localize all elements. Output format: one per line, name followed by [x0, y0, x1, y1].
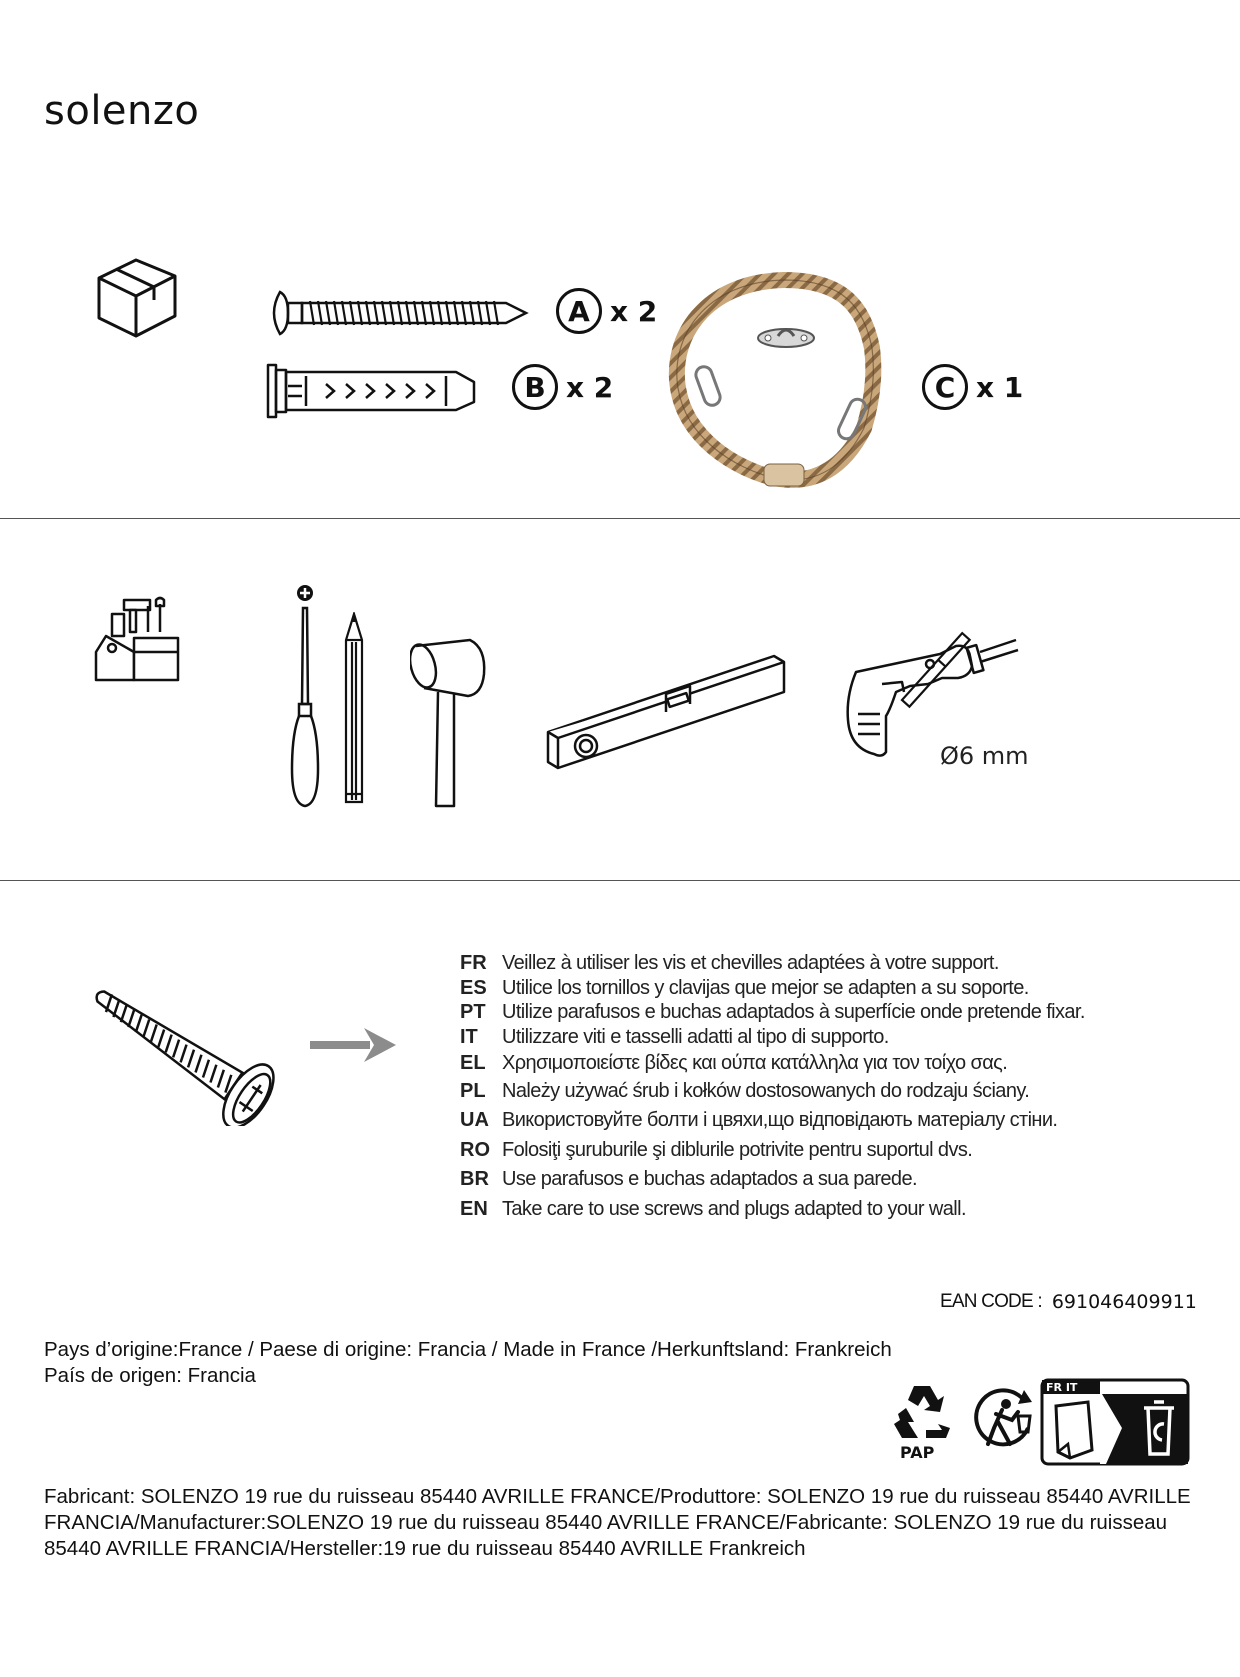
triman-countries: FR IT: [1046, 1381, 1078, 1394]
plug-rib: [346, 384, 354, 398]
thread-line: [342, 301, 346, 325]
lang-code: EN: [460, 1197, 488, 1220]
lang-text: Należy używać śrub i kołków dostosowanych do rodzaju ściany.: [502, 1079, 1030, 1102]
thread-line: [414, 301, 418, 325]
box-icon: [96, 256, 178, 338]
lang-text: Use parafusos e buchas adaptados a sua parede.: [502, 1167, 917, 1190]
plug-rib: [426, 384, 434, 398]
screw-a-illustration: [266, 290, 530, 336]
thread-line: [334, 301, 338, 325]
thread-line: [350, 301, 354, 325]
thread-line: [422, 301, 426, 325]
plug-rib: [386, 384, 394, 398]
lang-code: ES: [460, 976, 487, 999]
origin-line-1: Pays d’origine:France / Paese di origine: Francia / Made in France /Herkunftsland: Frankreich: [44, 1338, 892, 1361]
part-c-badge: [922, 364, 1023, 410]
thread-line: [184, 1050, 198, 1068]
lang-text: Utilizzare viti e tasselli adatti al tipo di supporto.: [502, 1025, 889, 1048]
screwdriver-icon: [286, 584, 326, 810]
plug-rib: [366, 384, 374, 398]
lang-code: UA: [460, 1108, 489, 1131]
origin-line-2: País de origen: Francia: [44, 1364, 256, 1387]
thread-line: [430, 301, 434, 325]
tidyman-icon: [972, 1388, 1034, 1450]
thread-line: [406, 301, 410, 325]
lang-code: IT: [460, 1025, 478, 1048]
spirit-level-icon: [544, 650, 788, 776]
thread-line: [398, 301, 402, 325]
thread-line: [438, 301, 442, 325]
toolbox-icon: [94, 596, 180, 682]
thread-line: [318, 301, 322, 325]
ean-label: EAN CODE :: [940, 1291, 1042, 1312]
part-a-letter: A: [556, 288, 602, 334]
thread-line: [221, 1075, 235, 1093]
part-c-letter: C: [922, 364, 968, 410]
part-b-quantity: x 2: [566, 370, 614, 404]
part-a-quantity: x 2: [610, 294, 658, 328]
part-b-letter: B: [512, 364, 558, 410]
lang-text: Utilize parafusos e buchas adaptados à superfície onde pretende fixar.: [502, 1000, 1085, 1023]
lang-text: Veillez à utiliser les vis et chevilles adaptées à votre support.: [502, 951, 999, 974]
thread-line: [154, 1030, 168, 1048]
ean-number: 691046409911: [1051, 1291, 1197, 1313]
instruction-el: [460, 1050, 1007, 1076]
thread-line: [470, 301, 474, 325]
thread-line: [206, 1065, 220, 1083]
thread-line: [358, 301, 362, 325]
brand-logo: solenzo: [44, 88, 200, 134]
lang-text: Χρησιμοποιείστε βίδες και ούπα κατάλληλα για τον τοίχο σας.: [502, 1051, 1008, 1074]
mallet-icon: [410, 638, 492, 810]
instruction-ua: [460, 1107, 1057, 1133]
thread-line: [382, 301, 386, 325]
thread-line: [176, 1045, 190, 1063]
lang-text: Використовуйте болти і цвяхи,що відповідають матеріалу стіни.: [502, 1108, 1058, 1131]
pencil-icon: [344, 612, 364, 808]
section-divider-1: [0, 518, 1240, 519]
section-divider-2: [0, 880, 1240, 881]
drill-bit-size: Ø6 mm: [940, 742, 1029, 770]
lang-code: RO: [460, 1138, 490, 1161]
thread-line: [169, 1040, 183, 1058]
plug-b-illustration: [266, 362, 476, 420]
ean-code: [940, 1291, 1197, 1313]
thread-line: [486, 301, 490, 325]
lang-code: BR: [460, 1167, 489, 1190]
thread-line: [390, 301, 394, 325]
plug-rib: [406, 384, 414, 398]
thread-line: [214, 1070, 228, 1088]
thread-line: [454, 301, 458, 325]
instruction-en: [460, 1196, 966, 1222]
part-a-badge: [556, 288, 657, 334]
lang-text: Folosiţi şuruburile şi diblurile potrivite pentru suportul dvs.: [502, 1138, 973, 1161]
thread-line: [478, 301, 482, 325]
lang-text: Utilice los tornillos y clavijas que mejor se adapten a su soporte.: [502, 976, 1029, 999]
lang-text: Take care to use screws and plugs adapted to your wall.: [502, 1197, 966, 1220]
instruction-pl: [460, 1078, 1029, 1104]
instruction-fr: [460, 950, 999, 976]
triman-country-label: [1044, 1380, 1100, 1394]
rope-hanger-illustration: [664, 268, 914, 498]
screw-illustration: [92, 990, 292, 1126]
thread-line: [446, 301, 450, 325]
instruction-es: [460, 975, 1029, 1001]
lang-code: FR: [460, 951, 487, 974]
instruction-pt: [460, 999, 1085, 1025]
thread-line: [199, 1060, 213, 1078]
lang-code: EL: [460, 1051, 486, 1074]
pap-label: PAP: [900, 1443, 935, 1462]
manufacturer-info: Fabricant: SOLENZO 19 rue du ruisseau 85440 AVRILLE FRANCE/Produttore: SOLENZO 19 rue du ruisseau 85440 AVRILLE FRANCIA/Manufacturer:SOLENZO 19 rue du ruisseau 85440 AVRILLE FRANCE/Fabricante: SOLENZO 19 rue du ruisseau 85440 AVRILLE FRANCIA/Hersteller:19 rue du ruisseau 85440 AVRILLE Frankreich: [44, 1485, 1191, 1560]
lang-code: PT: [460, 1000, 486, 1023]
thread-line: [310, 301, 314, 325]
thread-line: [326, 301, 330, 325]
thread-line: [462, 301, 466, 325]
instruction-ro: [460, 1137, 972, 1163]
part-b-badge: [512, 364, 613, 410]
thread-line: [374, 301, 378, 325]
thread-line: [191, 1055, 205, 1073]
part-c-quantity: x 1: [976, 370, 1024, 404]
recycle-icon: [892, 1384, 952, 1442]
thread-line: [366, 301, 370, 325]
instruction-it: [460, 1024, 889, 1050]
thread-line: [494, 301, 498, 325]
plug-rib: [326, 384, 334, 398]
lang-code: PL: [460, 1079, 486, 1102]
instruction-br: [460, 1166, 917, 1192]
thread-line: [162, 1035, 176, 1053]
arrow-right-icon: [308, 1026, 398, 1064]
